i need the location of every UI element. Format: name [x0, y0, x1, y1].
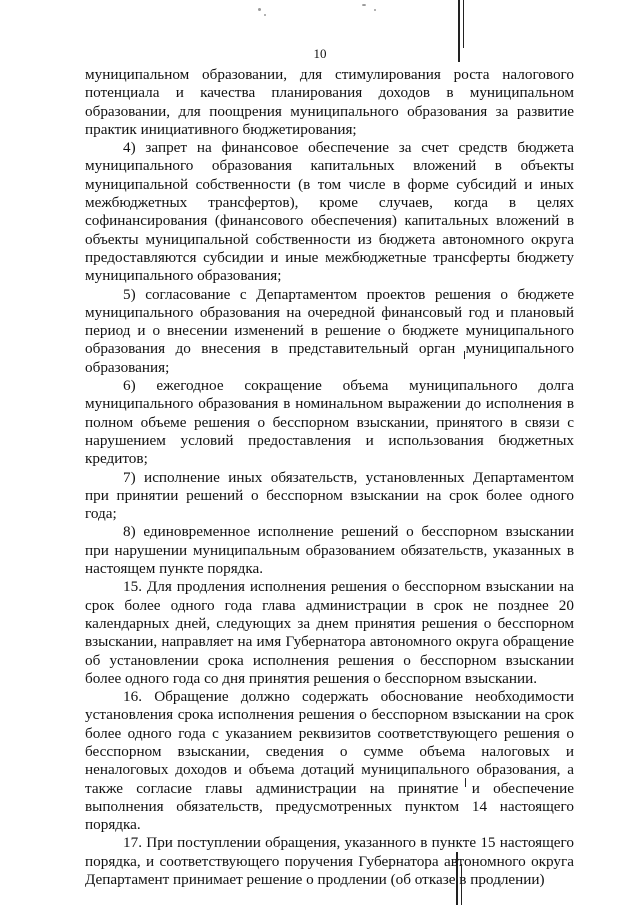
scan-speck	[374, 9, 376, 11]
paragraph-item-7: 7) исполнение иных обязательств, установленных Департаментом при принятии решений о бесспорном взыскании на срок более одного года;	[85, 468, 574, 523]
paragraph-clause-16: 16. Обращение должно содержать обоснование необходимости установления срока исполнения решения о бесспорном взыскании на срок более одного года с указанием реквизитов соответствующего решения о бесспорном взыскании, сведения о сумме объема налоговых и неналоговых доходов и объема дотаций муниципального образования, а также согласие главы администрации на принятие и обеспечение выполнения обязательств, предусмотренных пунктом 14 настоящего порядка.	[85, 688, 574, 834]
paragraph-item-8: 8) единовременное исполнение решений о бесспорном взыскании при нарушении муниципальным образованием обязательств, указанных в настоящем пункте порядка.	[85, 523, 574, 578]
scan-speck	[362, 4, 366, 6]
page-number: 10	[313, 46, 327, 61]
paragraph-item-5: 5) согласование с Департаментом проектов решения о бюджете муниципального образования на очередной финансовый год и плановый период и о внесении изменений в решение о бюджете муниципального образования до внесения в представительный орган муниципального образования;	[85, 285, 574, 376]
paragraph-clause-17: 17. При поступлении обращения, указанного в пункте 15 настоящего порядка, и соответствующего поручения Губернатора автономного округа Департамент принимает решение о продлении (об отказе в продлении)	[85, 834, 574, 889]
scan-speck	[264, 14, 266, 16]
document-body	[85, 66, 574, 889]
scan-speck	[258, 8, 261, 11]
paragraph-item-4: 4) запрет на финансовое обеспечение за счет средств бюджета муниципального образования капитальных вложений в объекты муниципальной собственности (в том числе в форме субсидий и иных межбюджетных трансфертов), кроме случаев, когда в целях софинансирования (финансового обеспечения) капитальных вложений в объекты муниципальной собственности из бюджета автономного округа предоставляются субсидии и иные межбюджетные трансферты бюджету муниципального образования;	[85, 139, 574, 285]
paragraph-clause-15: 15. Для продления исполнения решения о бесспорном взыскании на срок более одного года глава администрации в срок не позднее 20 календарных дней, следующих за днем принятия решения о бесспорном взыскании, направляет на имя Губернатора автономного округа обращение об установлении срока исполнения решения о бесспорном взыскании более одного года со дня принятия решения о бесспорном взыскании.	[85, 578, 574, 687]
paragraph-item-6: 6) ежегодное сокращение объема муниципального долга муниципального образования в номинальном выражении до исполнения в полном объеме решения о бесспорном взыскании, принятого в связи с нарушением условий предоставления и использования бюджетных кредитов;	[85, 377, 574, 468]
scan-line-top-2	[463, 0, 464, 48]
paragraph-continuation: муниципальном образовании, для стимулирования роста налогового потенциала и качества планирования доходов в муниципальном образовании, для поощрения муниципального образования за развитие практик инициативного бюджетирования;	[85, 66, 574, 138]
